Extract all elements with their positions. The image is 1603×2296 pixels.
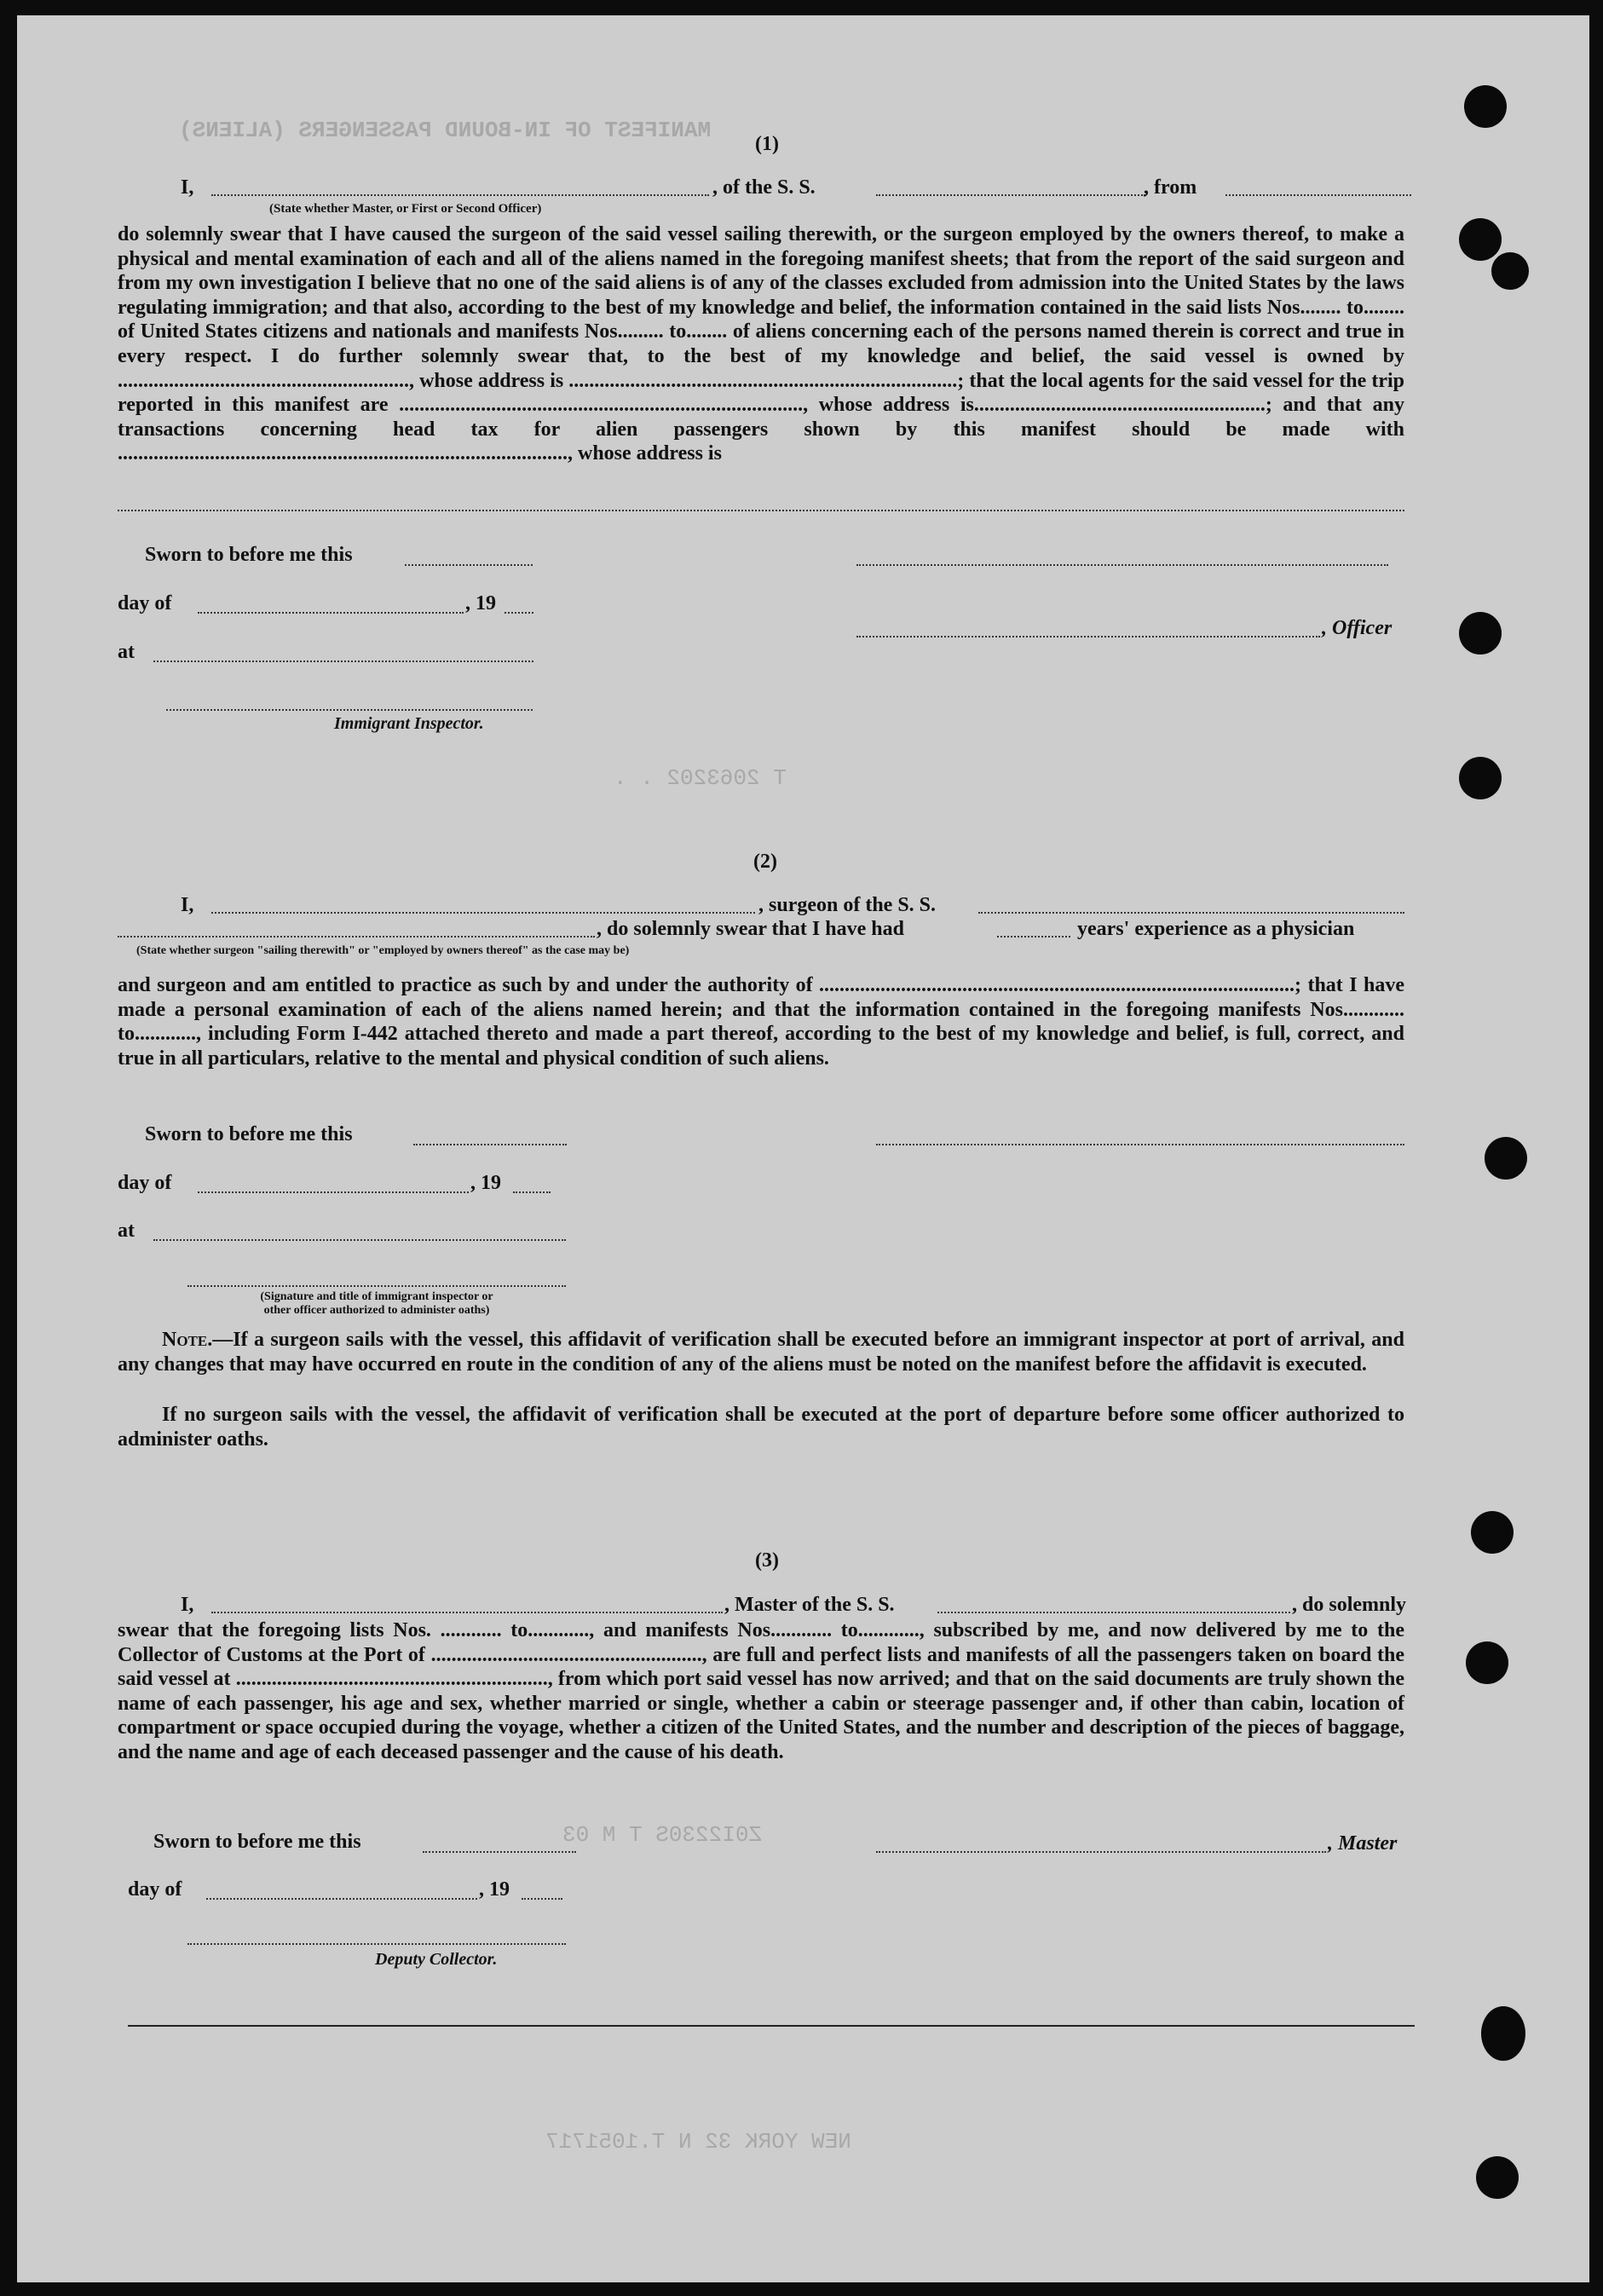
master-signature-field[interactable] xyxy=(876,1851,1326,1853)
month-field[interactable] xyxy=(206,1898,477,1900)
signature-title-note xyxy=(187,1290,566,1318)
punch-hole xyxy=(1491,252,1529,290)
officer-name-field[interactable] xyxy=(856,636,1320,637)
year-label: 19 xyxy=(489,1878,510,1901)
master-name-field[interactable] xyxy=(211,1612,723,1613)
inspector-signature-field[interactable] xyxy=(166,709,533,711)
master-name-field[interactable] xyxy=(211,194,709,196)
month-field[interactable] xyxy=(198,612,464,614)
punch-hole xyxy=(1464,85,1507,128)
surgeon-name-field[interactable] xyxy=(211,912,755,914)
section-1-heading: (1) xyxy=(755,133,779,155)
sworn-date-field[interactable] xyxy=(405,564,533,566)
day-of-label: day of xyxy=(118,1172,172,1194)
punch-hole xyxy=(1471,1511,1514,1554)
master-vessel-field[interactable] xyxy=(937,1612,1290,1613)
collector-signature-field[interactable] xyxy=(187,1943,566,1945)
at-label: at xyxy=(118,641,135,663)
years-experience-field[interactable] xyxy=(997,936,1070,937)
do-solemnly-label: , do solemnly xyxy=(1292,1594,1407,1616)
master-i-label: I, xyxy=(181,176,194,199)
month-field[interactable] xyxy=(198,1191,469,1193)
punch-hole xyxy=(1476,2156,1519,2199)
note-label: Note. xyxy=(162,1329,213,1351)
note-paragraph-2: If no surgeon sails with the vessel, the affidavit of verification shall be executed at the port of departure before some officer authorized to administer oaths. xyxy=(118,1404,1404,1451)
physician-label: years' experience as a physician xyxy=(1077,918,1355,940)
from-port-field[interactable] xyxy=(1225,194,1411,196)
punch-hole xyxy=(1459,218,1502,261)
surgeon-i-label: I, xyxy=(181,894,194,916)
bottom-rule xyxy=(128,2025,1415,2027)
bleed-through-text: MANIFEST OF IN-BOUND PASSENGERS (ALIENS) xyxy=(179,118,712,143)
master-of-ss-label: , Master of the S. S. xyxy=(724,1594,895,1616)
officer-signature-field[interactable] xyxy=(856,564,1388,566)
inspector-signature-field[interactable] xyxy=(187,1285,566,1287)
address-continuation-field[interactable] xyxy=(118,510,1404,511)
note-paragraph-1 xyxy=(118,1328,1404,1376)
year-label: 19 xyxy=(476,592,496,614)
section-3-oath-text: swear that the foregoing lists Nos. ............ to............, and manifests Nos............ to............, subscribed by me, and now delivered by me to the Collector of Customs at the Port of ....................................................., are full and perfect lists and manifests of all the passengers taken on board the said vessel at ............................................................., from which port said vessel has now arrived; and that on the said documents are truly shown the name of each passenger, his age and sex, whether married or single, whether a cabin or steerage passenger and, if other than cabin, location of compartment or space occupied during the voyage, whether a citizen of the United States, and the number and description of the pieces of baggage, and the name and age of each deceased passenger and the cause of his death. xyxy=(118,1619,1404,1763)
signature-title-note-line1: (Signature and title of immigrant inspector or xyxy=(260,1290,493,1303)
at-label: at xyxy=(118,1220,135,1242)
year-field[interactable] xyxy=(513,1191,551,1193)
surgeon-status-note: (State whether surgeon "sailing therewith" or "employed by owners thereof" as the case may be) xyxy=(136,944,630,957)
bleed-through-text: NEW YORK 32 N T.1051717 xyxy=(545,2129,851,2155)
sworn-label: Sworn to before me this xyxy=(153,1831,361,1853)
section-2-oath-text: and surgeon and am entitled to practice as such by and under the authority of .............................................................................................; that I have made a personal examination of each of the aliens named herein; and that the information contained in the foregoing manifests Nos............ to............, including Form I-442 attached thereto and made a part thereof, according to the best of my knowledge and belief, is full, correct, and true in all particulars, relative to the mental and physical condition of such aliens. xyxy=(118,974,1404,1070)
punch-hole xyxy=(1459,757,1502,799)
officer-label: , Officer xyxy=(1322,617,1393,639)
bleed-through-text: T 2063202 . . xyxy=(614,765,787,791)
punch-hole xyxy=(1485,1137,1527,1180)
master-label: , Master xyxy=(1328,1832,1398,1855)
vessel-name-field[interactable] xyxy=(876,194,1145,196)
section-1-oath-text: do solemnly swear that I have caused the surgeon of the said vessel sailing therewith, or the surgeon employed by the owners thereof, to make a physical and mental examination of each and all of the aliens named in the foregoing manifest sheets; that from the report of the said surgeon and from my own investigation I believe that no one of the said aliens is of any of the classes excluded from admission into the United States by the laws regulating immigration; and that also, according to the best of my knowledge and belief, the information contained in the said lists Nos........ to........ of United States citizens and nationals and manifests Nos......... to........ of aliens concerning each of the persons named therein is correct and true in every respect. I do further solemnly swear that, to the best of my knowledge and belief, the said vessel is owned by ........................................................., whose address is ............................................................................; that the local agents for the said vessel for the trip reported in this manifest are ..............................................................................., whose address is.........................................................; and that any transactions concerning head tax for alien passengers shown by this manifest should be made with ........................................................................................, whose address is xyxy=(118,223,1404,465)
of-the-ss-label: , of the S. S. xyxy=(712,176,816,199)
year-field[interactable] xyxy=(505,612,533,614)
punch-hole xyxy=(1459,612,1502,655)
sworn-date-field[interactable] xyxy=(423,1851,576,1853)
at-place-field[interactable] xyxy=(153,661,533,662)
surgeon-vessel-field[interactable] xyxy=(978,912,1404,914)
bleed-through-text: Z0I2230S T M 03 xyxy=(562,1822,763,1848)
day-of-label: day of xyxy=(118,592,172,614)
punch-hole xyxy=(1466,1641,1508,1684)
day-of-label: day of xyxy=(128,1878,182,1901)
surgeon-status-field[interactable] xyxy=(118,936,595,937)
year-prefix: , 19 xyxy=(470,1172,501,1194)
year-label: 19 xyxy=(481,1172,501,1194)
surgeon-signature-field[interactable] xyxy=(876,1144,1404,1145)
immigrant-inspector-label: Immigrant Inspector. xyxy=(334,714,484,733)
year-prefix: , 19 xyxy=(465,592,496,614)
year-field[interactable] xyxy=(522,1898,562,1900)
master-i-label: I, xyxy=(181,1594,194,1616)
surgeon-of-ss-label: , surgeon of the S. S. xyxy=(758,894,937,916)
note-text-1: —If a surgeon sails with the vessel, this affidavit of verification shall be executed before an immigrant inspector at port of arrival, and any changes that may have occurred en route in the condition of any of the aliens must be noted on the manifest before the affidavit is executed. xyxy=(118,1329,1404,1376)
section-3-heading: (3) xyxy=(755,1549,779,1572)
year-prefix: , 19 xyxy=(479,1878,510,1901)
from-label: , from xyxy=(1144,176,1197,199)
signature-title-note-line2: other officer authorized to administer oaths) xyxy=(263,1304,490,1317)
sworn-date-field[interactable] xyxy=(413,1144,567,1145)
manifest-affidavit-page xyxy=(17,15,1589,2282)
sworn-label: Sworn to before me this xyxy=(145,544,353,566)
at-place-field[interactable] xyxy=(153,1239,566,1241)
punch-hole xyxy=(1481,2006,1525,2061)
deputy-collector-label: Deputy Collector. xyxy=(375,1950,498,1969)
swear-years-label: , do solemnly swear that I have had xyxy=(597,918,904,940)
section-2-heading: (2) xyxy=(753,851,777,873)
sworn-label: Sworn to before me this xyxy=(145,1123,353,1145)
officer-rank-note: (State whether Master, or First or Second Officer) xyxy=(269,202,542,216)
